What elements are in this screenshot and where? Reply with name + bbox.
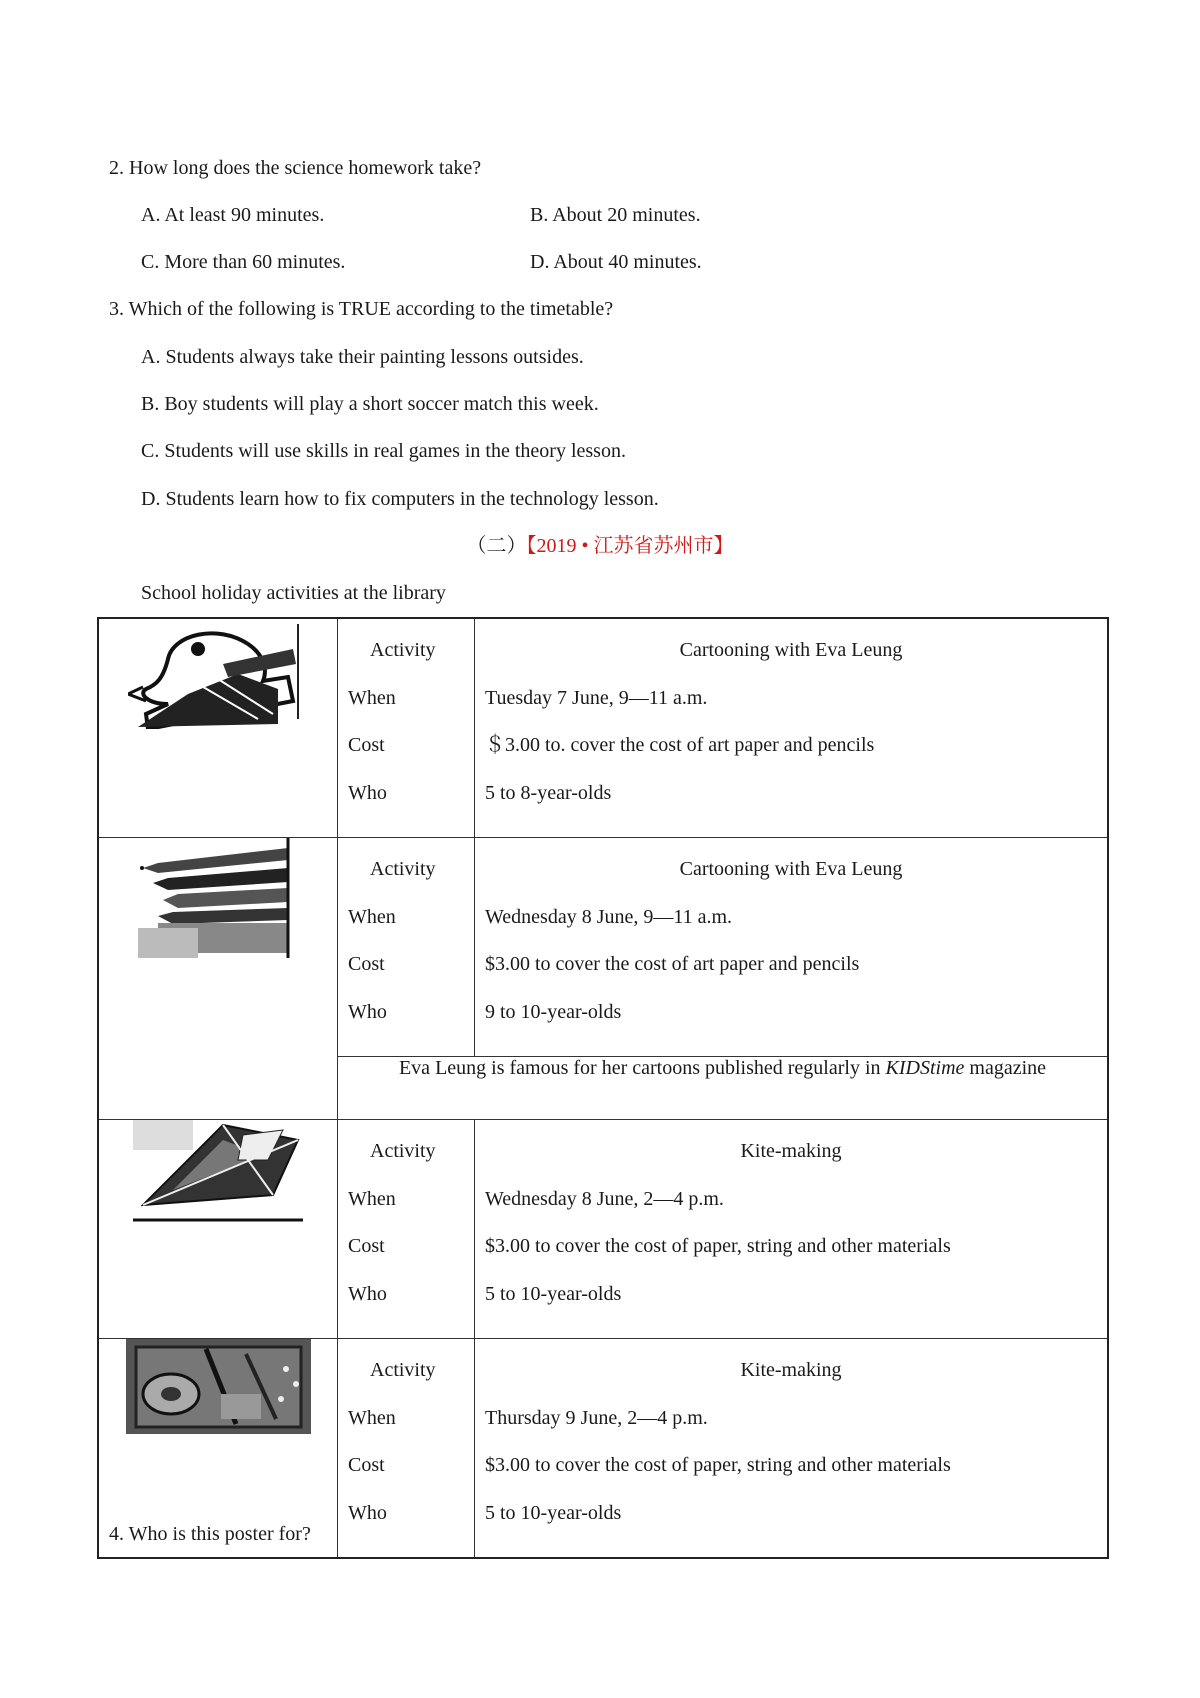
label-activity: Activity (370, 1140, 436, 1162)
q3-option-a: A. Students always take their painting lessons outsides. (141, 346, 584, 368)
value-cell (475, 618, 1109, 838)
section-source: 【2019 • 江苏省苏州市】 (526, 535, 734, 557)
section-title (0, 534, 1200, 558)
q2-option-b: B. About 20 minutes. (530, 204, 701, 226)
activities-table (97, 617, 1109, 1559)
activity-who: 5 to 10-year-olds (485, 1501, 622, 1524)
label-cell (338, 1339, 475, 1559)
activity-cost: $3.00 to cover the cost of art paper and pencils (485, 953, 860, 975)
duck-cartoon-image (128, 619, 308, 729)
q2-option-a: A. At least 90 minutes. (141, 204, 325, 226)
table-row (98, 1120, 1108, 1339)
section-prefix: （二） (466, 535, 527, 557)
activity-cost: ＄3.00 to. cover the cost of art paper and pencils (485, 734, 875, 756)
activity-image-cell (98, 1120, 338, 1339)
label-when: When (348, 905, 396, 928)
activity-cost: $3.00 to cover the cost of paper, string and other materials (485, 1235, 951, 1257)
q3-option-c: C. Students will use skills in real games in the theory lesson. (141, 440, 626, 462)
label-cell (338, 838, 475, 1057)
activity-when: Wednesday 8 June, 2—4 p.m. (485, 1187, 724, 1210)
activity-who: 5 to 10-year-olds (485, 1282, 622, 1305)
q2-option-c: C. More than 60 minutes. (141, 251, 346, 273)
label-who: Who (348, 1501, 387, 1524)
label-activity: Activity (370, 858, 436, 880)
value-cell (475, 1339, 1109, 1559)
label-activity: Activity (370, 1359, 436, 1381)
q2-option-d: D. About 40 minutes. (530, 251, 702, 273)
label-when: When (348, 1406, 396, 1429)
label-activity: Activity (370, 639, 436, 661)
label-who: Who (348, 1000, 387, 1023)
question-3: 3. Which of the following is TRUE according to the timetable? (109, 298, 614, 320)
activity-name: Kite-making (740, 1359, 842, 1381)
value-cell (475, 838, 1109, 1057)
label-cell (338, 618, 475, 838)
kite-craft-image (126, 1339, 311, 1434)
eva-leung-note: Eva Leung is famous for her cartoons published regularly in KIDStime magazine (338, 1057, 1109, 1120)
activity-name: Cartooning with Eva Leung (679, 858, 903, 880)
kite-making-image (133, 1120, 303, 1225)
label-cell (338, 1120, 475, 1339)
activity-when: Thursday 9 June, 2—4 p.m. (485, 1406, 708, 1429)
passage-intro: School holiday activities at the library (141, 582, 446, 604)
activity-who: 9 to 10-year-olds (485, 1000, 622, 1023)
activity-who: 5 to 8-year-olds (485, 781, 612, 804)
activity-when: Tuesday 7 June, 9—11 a.m. (485, 686, 708, 709)
magazine-name: KIDStime (885, 1057, 965, 1079)
activity-cost: $3.00 to cover the cost of paper, string and other materials (485, 1454, 951, 1476)
label-when: When (348, 686, 396, 709)
label-who: Who (348, 781, 387, 804)
value-cell (475, 1120, 1109, 1339)
activity-name: Kite-making (740, 1140, 842, 1162)
label-cost: Cost (348, 1235, 385, 1257)
question-2: 2. How long does the science homework take? (109, 157, 482, 179)
label-who: Who (348, 1282, 387, 1305)
activity-image-cell (98, 618, 338, 838)
colored-pencils-image (138, 838, 298, 958)
label-when: When (348, 1187, 396, 1210)
activity-when: Wednesday 8 June, 9—11 a.m. (485, 905, 733, 928)
label-cost: Cost (348, 1454, 385, 1476)
q3-option-b: B. Boy students will play a short soccer match this week. (141, 393, 599, 415)
label-cost: Cost (348, 734, 385, 756)
table-row (98, 618, 1108, 838)
question-4: 4. Who is this poster for? (109, 1523, 311, 1545)
label-cost: Cost (348, 953, 385, 975)
q3-option-d: D. Students learn how to fix computers in the technology lesson. (141, 488, 659, 510)
activity-image-cell (98, 838, 338, 1120)
activity-name: Cartooning with Eva Leung (679, 639, 903, 661)
table-row (98, 838, 1108, 1057)
